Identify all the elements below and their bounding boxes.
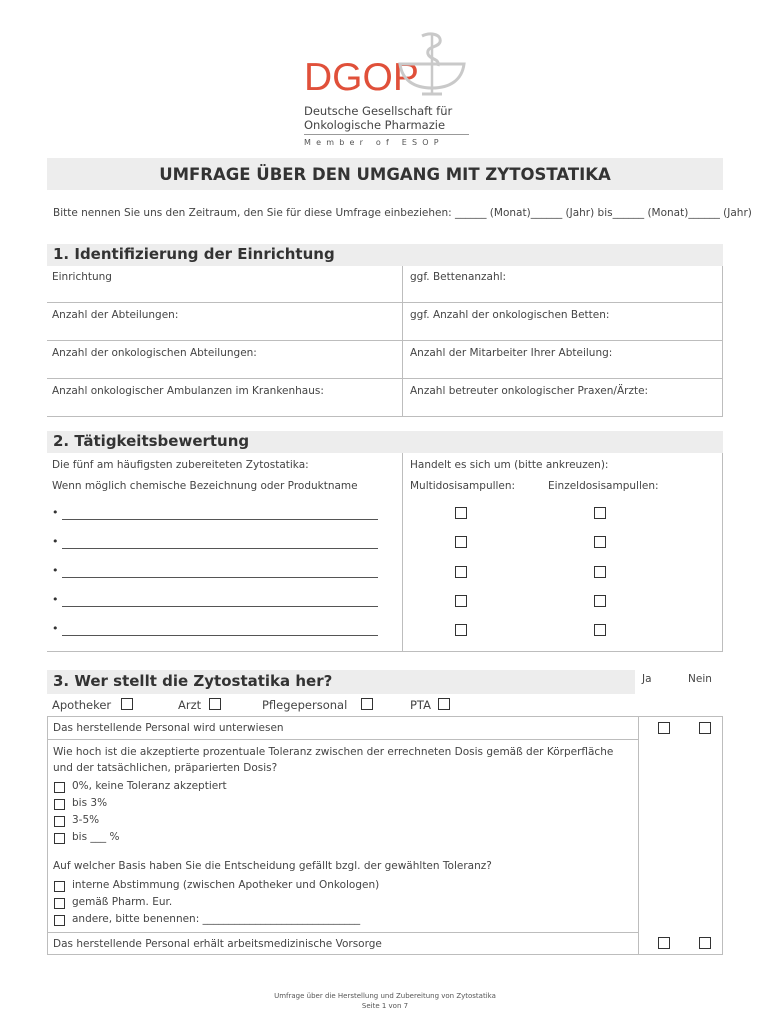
drug-input-2[interactable]	[62, 548, 378, 549]
toleranz-3-5-label: 3-5%	[72, 814, 100, 826]
drug-input-5[interactable]	[62, 635, 378, 636]
q-toleranz-line2: und der tatsächlichen, präparierten Dosis?	[53, 762, 278, 774]
q-basis: Auf welcher Basis haben Sie die Entscheidung gefällt bzgl. der gewählten Toleranz?	[53, 860, 492, 872]
role-pflege-checkbox[interactable]	[361, 698, 373, 710]
toleranz-3-5-checkbox[interactable]	[54, 816, 65, 827]
role-arzt-label: Arzt	[178, 698, 202, 712]
toleranz-3-checkbox[interactable]	[54, 799, 65, 810]
footer-title: Umfrage über die Herstellung und Zubereitung von Zytostatika	[274, 992, 496, 1000]
column-ja: Ja	[642, 673, 652, 685]
section1-rowline	[47, 340, 723, 341]
multidose-checkbox-3[interactable]	[455, 566, 467, 578]
basis-andere-label: andere, bitte benennen: ______________________________	[72, 913, 361, 925]
section3-header	[47, 670, 635, 694]
top5-label: Die fünf am häufigsten zubereiteten Zytostatika:	[52, 459, 309, 471]
singledose-checkbox-4[interactable]	[594, 595, 606, 607]
ampoule-type-label: Handelt es sich um (bitte ankreuzen):	[410, 459, 609, 471]
column-nein: Nein	[688, 673, 712, 685]
bowl-of-hygieia-icon	[392, 32, 468, 102]
section1-divider	[402, 266, 403, 416]
product-name-hint: Wenn möglich chemische Bezeichnung oder Produktname	[52, 480, 358, 492]
org-name-line2: Onkologische Pharmazie	[304, 118, 446, 132]
role-arzt-checkbox[interactable]	[209, 698, 221, 710]
role-pta-checkbox[interactable]	[438, 698, 450, 710]
period-instruction: Bitte nennen Sie uns den Zeitraum, den Sie für diese Umfrage einbeziehen: ______ (Monat)______ (Jahr) bis______ (Monat)______ (Jahr)	[53, 207, 752, 219]
org-name-line1: Deutsche Gesellschaft für	[304, 104, 453, 118]
singledose-checkbox-2[interactable]	[594, 536, 606, 548]
section3-rowline	[48, 739, 638, 740]
field-onko-abteilungen[interactable]: Anzahl der onkologischen Abteilungen:	[52, 347, 257, 359]
toleranz-custom-label: bis ___ %	[72, 831, 120, 843]
unterwiesen-ja-checkbox[interactable]	[658, 722, 670, 734]
section3-heading: 3. Wer stellt die Zytostatika her?	[53, 672, 333, 690]
page-title: UMFRAGE ÜBER DEN UMGANG MIT ZYTOSTATIKA	[159, 164, 611, 184]
basis-andere-checkbox[interactable]	[54, 915, 65, 926]
field-abteilungen[interactable]: Anzahl der Abteilungen:	[52, 309, 179, 321]
section1-right-border	[722, 266, 723, 416]
basis-pharm-eur-label: gemäß Pharm. Eur.	[72, 896, 173, 908]
logo-divider	[304, 134, 469, 135]
role-apotheker-checkbox[interactable]	[121, 698, 133, 710]
field-einrichtung[interactable]: Einrichtung	[52, 271, 112, 283]
ja-column-divider	[638, 717, 639, 954]
role-pta-label: PTA	[410, 698, 431, 712]
section1-rowline	[47, 378, 723, 379]
field-bettenanzahl[interactable]: ggf. Bettenanzahl:	[410, 271, 507, 283]
section1-table	[47, 266, 723, 417]
basis-intern-checkbox[interactable]	[54, 881, 65, 892]
bullet-mark: •	[52, 535, 59, 548]
section2-header	[47, 431, 723, 453]
multidose-checkbox-5[interactable]	[455, 624, 467, 636]
drug-input-3[interactable]	[62, 577, 378, 578]
section1-header	[47, 244, 723, 266]
toleranz-0-checkbox[interactable]	[54, 782, 65, 793]
singledose-label: Einzeldosisampullen:	[548, 480, 659, 492]
role-pflege-label: Pflegepersonal	[262, 698, 348, 712]
logo-wordmark: DGOP	[304, 56, 419, 99]
bullet-mark: •	[52, 564, 59, 577]
q-unterwiesen: Das herstellende Personal wird unterwiesen	[53, 722, 284, 734]
field-ambulanzen[interactable]: Anzahl onkologischer Ambulanzen im Krankenhaus:	[52, 385, 324, 397]
multidose-label: Multidosisampullen:	[410, 480, 516, 492]
multidose-checkbox-1[interactable]	[455, 507, 467, 519]
section2-right-border	[722, 453, 723, 651]
section2-heading: 2. Tätigkeitsbewertung	[53, 432, 250, 450]
singledose-checkbox-1[interactable]	[594, 507, 606, 519]
field-onko-betten[interactable]: ggf. Anzahl der onkologischen Betten:	[410, 309, 610, 321]
basis-intern-label: interne Abstimmung (zwischen Apotheker und Onkologen)	[72, 879, 380, 891]
section1-rowline	[47, 302, 723, 303]
drug-input-4[interactable]	[62, 606, 378, 607]
org-membership: Member of ESOP	[304, 138, 444, 147]
singledose-checkbox-3[interactable]	[594, 566, 606, 578]
q-vorsorge: Das herstellende Personal erhält arbeitsmedizinische Vorsorge	[53, 938, 382, 950]
page-number: Seite 1 von 7	[361, 1002, 409, 1010]
toleranz-0-label: 0%, keine Toleranz akzeptiert	[72, 780, 227, 792]
vorsorge-ja-checkbox[interactable]	[658, 937, 670, 949]
multidose-checkbox-2[interactable]	[455, 536, 467, 548]
bullet-mark: •	[52, 593, 59, 606]
q-toleranz-line1: Wie hoch ist die akzeptierte prozentuale Toleranz zwischen der errechneten Dosis gemäß der Körperfläche	[53, 746, 614, 758]
toleranz-3-label: bis 3%	[72, 797, 108, 809]
section3-table	[47, 716, 723, 955]
toleranz-custom-checkbox[interactable]	[54, 833, 65, 844]
role-apotheker-label: Apotheker	[52, 698, 112, 712]
section3-rowline	[48, 932, 638, 933]
section1-heading: 1. Identifizierung der Einrichtung	[53, 245, 335, 263]
bullet-mark: •	[52, 622, 59, 635]
section2-divider	[402, 453, 403, 651]
drug-input-1[interactable]	[62, 519, 378, 520]
dgop-logo	[300, 32, 470, 147]
title-bar	[47, 158, 723, 190]
bullet-mark: •	[52, 506, 59, 519]
field-mitarbeiter[interactable]: Anzahl der Mitarbeiter Ihrer Abteilung:	[410, 347, 613, 359]
field-praxen[interactable]: Anzahl betreuter onkologischer Praxen/Ärzte:	[410, 385, 649, 397]
vorsorge-nein-checkbox[interactable]	[699, 937, 711, 949]
section2-table	[47, 453, 723, 652]
unterwiesen-nein-checkbox[interactable]	[699, 722, 711, 734]
basis-pharm-eur-checkbox[interactable]	[54, 898, 65, 909]
multidose-checkbox-4[interactable]	[455, 595, 467, 607]
singledose-checkbox-5[interactable]	[594, 624, 606, 636]
